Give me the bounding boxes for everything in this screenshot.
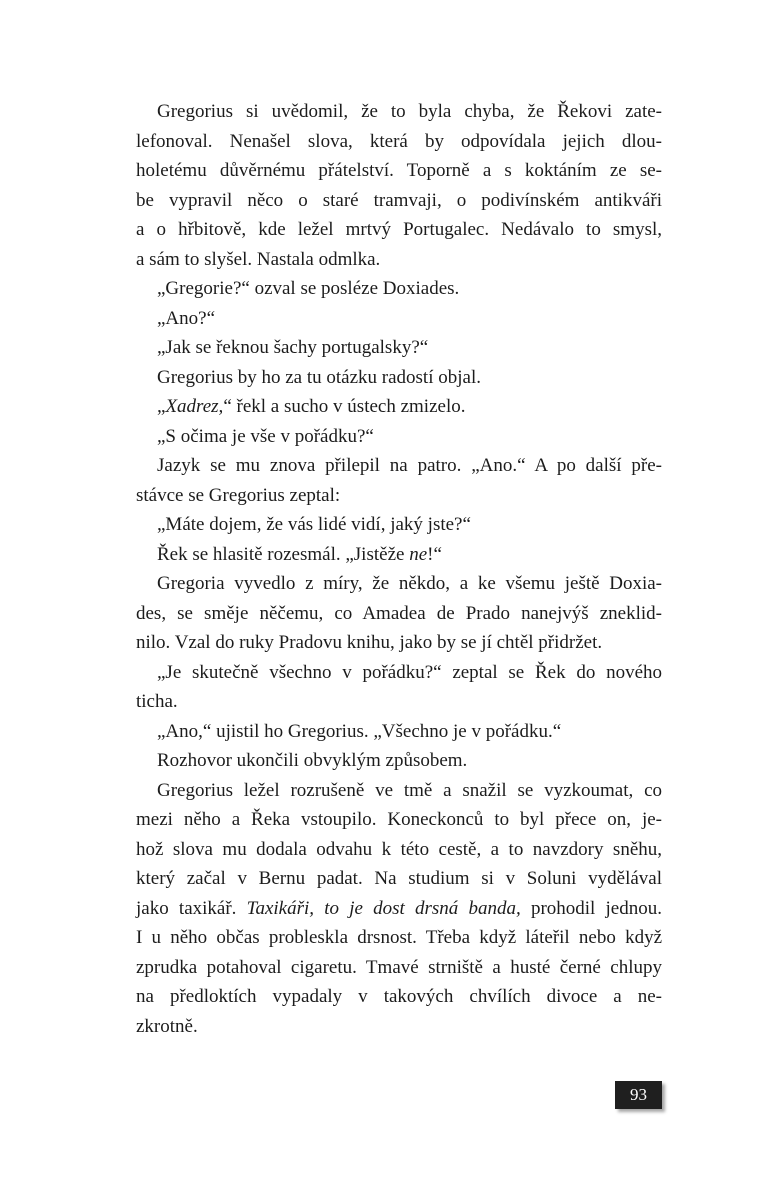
italic-phrase: Taxikáři, to je dost drsná banda, [246,897,521,919]
body-text [136,97,662,1041]
text-line: „Gregorie?“ ozval se posléze Doxiades. [157,278,460,299]
text-line: be vypravil něco o staré tramvaji, o podivínském antikváři [136,189,662,211]
text-line: Gregoria vyvedlo z míry, že někdo, a ke všemu ještě Doxia- [157,573,662,594]
page-number: 93 [615,1081,662,1109]
text-line: „Ano,“ ujistil ho Gregorius. „Všechno je v pořádku.“ [157,720,562,742]
text-line: des, se směje něčemu, co Amadea de Prado nanejvýš zneklid- [136,602,662,624]
text-line: Gregorius by ho za tu otázku radostí objal. [157,366,481,388]
text-line: „Je skutečně všechno v pořádku?“ zeptal se Řek do nového [157,661,662,683]
text-line: Jazyk se mu znova přilepil na patro. „Ano.“ A po další pře- [157,455,662,476]
text-line: ticha. [136,691,178,712]
text-line: mezi něho a Řeka vstoupilo. Koneckonců to byl přece on, je- [136,809,662,830]
text-line: stávce se Gregorius zeptal: [136,484,341,506]
text-line: a o hřbitově, kde ležel mrtvý Portugalec. Nedávalo to smysl, [136,219,662,240]
text-line: na předloktích vypadaly v takových chvílích divoce a ne- [136,986,662,1007]
text-line: zprudka potahoval cigaretu. Tmavé strniště a husté černé chlupy [136,956,662,978]
text-line: „Ano?“ [157,307,216,329]
text-line: „S očima je vše v pořádku?“ [157,425,374,447]
text-line: hož slova mu dodala odvahu k této cestě, a to navzdory sněhu, [136,838,662,860]
text-line-italic-taxikari: jako taxikář. Taxikáři, to je dost drsná banda, prohodil jednou. [136,897,662,919]
text-line: „Máte dojem, že vás lidé vidí, jaký jste?“ [157,514,471,535]
text-line: Gregorius ležel rozrušeně ve tmě a snažil se vyzkoumat, co [157,779,662,801]
text-line: „Jak se řeknou šachy portugalsky?“ [157,337,429,358]
text-line-italic-xadrez: „Xadrez,“ řekl a sucho v ústech zmizelo. [157,396,466,417]
text-line: a sám to slyšel. Nastala odmlka. [136,248,381,270]
text-line: který začal v Bernu padat. Na studium si v Soluni vydělával [136,868,662,889]
text-line: zkrotně. [136,1015,198,1037]
italic-phrase: Xadrez, [165,396,224,417]
text-line: Rozhovor ukončili obvyklým způsobem. [157,750,468,771]
text-line: Gregorius si uvědomil, že to byla chyba, že Řekovi zate- [157,101,662,122]
italic-phrase: ne [409,543,428,565]
text-line-italic-ne: Řek se hlasitě rozesmál. „Jistěže ne!“ [157,543,442,565]
text-line: nilo. Vzal do ruky Pradovu knihu, jako by se jí chtěl přidržet. [136,632,603,653]
text-line: lefonoval. Nenašel slova, která by odpovídala jejich dlou- [136,130,662,152]
text-line: I u něho občas probleskla drsnost. Třeba když láteřil nebo když [136,927,662,948]
text-line: holetému důvěrnému přátelství. Toporně a s koktáním ze se- [136,160,662,181]
